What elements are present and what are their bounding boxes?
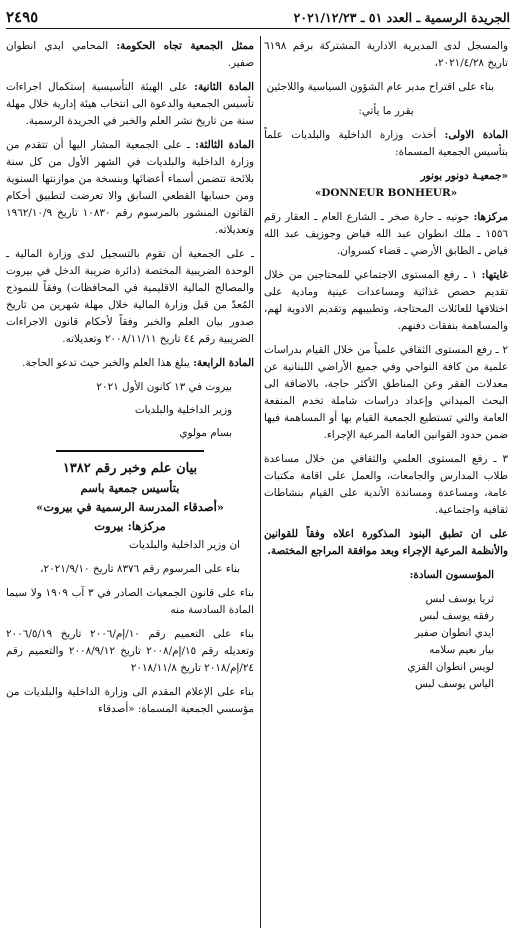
goals	[264, 267, 508, 335]
notice-declaration: بناء على الإعلام المقدم الى وزارة الداخلية والبلديات من مؤسسي الجمعية المسماة: «أصدقاء	[6, 686, 254, 715]
right-column	[264, 38, 508, 928]
founder-name: ثريا يوسف لبس	[425, 593, 494, 605]
headquarters-label: مركزها:	[473, 211, 508, 223]
goal-1: ١ ـ رفع المستوى الاجتماعي للمحتاجين من خلال تقديم حصص غذائية ومساعدات عينية ومادية على اختلافها للعائلات المحتاجة، وتطبيبهم وتقديم الادوية لهم، والمساهمة بنفقات دفنهم.	[264, 269, 508, 332]
article-1-text: أخذت وزارة الداخلية والبلديات علماً بتأسيس الجمعية المسماة:	[264, 129, 508, 158]
article-4-label: المادة الرابعة:	[193, 357, 254, 369]
left-column	[6, 38, 254, 928]
article-3-label: المادة الثالثة:	[195, 139, 254, 151]
goal-2: ٢ ـ رفع المستوى الثقافي علمياً من خلال القيام بدراسات علمية من كافة النواحي وفي جميع الأراضي اللبنانية عن معدلات الفقر وعن المناطق الأكثر حاجة، بالاضافة الى البحث الميداني وإعداد دراسات شاملة تخدم المنفعة العامة والتي تستطيع الجمعية القيام بها أو المساهمة فيها ضمن حدود القوانين العامة المرعية الإجراء.	[264, 344, 508, 441]
goal-3: ٣ ـ رفع المستوى العلمي والثقافي من خلال مساعدة طلاب المدارس والجامعات، والعمل على اقامة مكتبات عامة، ومساعدة ومساندة الأندية على القيام بنشاطات ثقافية واجتماعية.	[264, 453, 508, 516]
article-2-label: المادة الثانية:	[194, 81, 254, 93]
notice-circulars: بناء على التعميم رقم ١٠/إم/٢٠٠٦ تاريخ ٢٠٠٦/٥/١٩ وتعديله رقم ١٥/إم/٢٠٠٨ تاريخ ٢٠٠٨/٩/١٢ والتعميم رقم ٢٤/إم/٢٠١٨ تاريخ ٢٠١٨/١١/٨	[6, 628, 254, 674]
founder-name: رفقه يوسف لبس	[419, 610, 494, 622]
column-divider	[260, 36, 261, 928]
notice-minister-line: ان وزير الداخلية والبلديات	[129, 539, 240, 551]
date-line: بيروت في ١٣ كانون الأول ٢٠٢١	[96, 381, 232, 393]
founders-list	[264, 591, 508, 693]
article-4-text: يبلغ هذا العلم والخبر حيث تدعو الحاجة.	[22, 357, 190, 369]
proposal-text: بناء على اقتراح مدير عام الشؤون السياسية واللاجئين	[266, 81, 494, 93]
gov-rep-text: المحامي ايدي انطوان صفير.	[6, 40, 254, 69]
article-2	[6, 79, 254, 130]
article-1	[264, 127, 508, 161]
compliance-clause: على ان تطبق البنود المذكورة اعلاه وفقاً للقوانين والأنظمة المرعية الإجراء وبعد موافقة المراجع المختصة.	[264, 528, 508, 557]
government-representative	[6, 38, 254, 72]
notice-law: بناء على قانون الجمعيات الصادر في ٣ آب ١٩٠٩ ولا سيما المادة السادسة منه	[6, 587, 254, 616]
headquarters-text: جونيه ـ حارة صخر ـ الشارع العام ـ العقار رقم ١٥٥٦ ـ ملك انطوان عبد الله فياض وجوزيف عبد الله فياض ـ الطابق الأرضي ـ قضاء كسروان.	[264, 211, 508, 257]
page-header	[6, 6, 510, 29]
notice-title: بيان علم وخبر رقم ١٣٨٢	[62, 461, 198, 476]
association-name-en: «DONNEUR BONHEUR»	[314, 187, 458, 199]
article-2-text: على الهيئة التأسيسية إستكمال اجراءات تأسيس الجمعية والدعوة الى انتخاب هيئة إدارية خلال مهلة سنة من تاريخ نشر العلم والخبر في الجريدة الرسمية.	[6, 81, 254, 127]
founder-name: الياس يوسف لبس	[415, 678, 494, 690]
page-number: ٢٤٩٥	[6, 8, 39, 26]
minister-title: وزير الداخلية والبلديات	[134, 404, 232, 416]
registration-text: والمسجل لدى المديرية الادارية المشتركة برقم ٦١٩٨ تاريخ ٢٠٢١/٤/٢٨،	[264, 40, 508, 69]
headquarters	[264, 209, 508, 260]
section-separator	[56, 450, 205, 452]
article-1-label: المادة الاولى:	[444, 129, 508, 141]
gazette-title: الجريدة الرسمية ـ العدد ٥١ ـ ٢٠٢١/١٢/٢٣	[293, 9, 510, 25]
article-3-text: ـ على الجمعية المشار اليها أن تتقدم من وزارة الداخلية والبلديات في الشهر الأول من كل سنة بلائحة تتضمن أسماء أعضائها وبنسخة من موازنتها السنوية ومن حسابها القطعي السابق والا تعرضت لتطبيق أحكام القانون المنشور بالمرسوم رقم ١٠٨٣٠ تاريخ ١٩٦٢/١٠/٩ وتعديلاته.	[6, 139, 254, 236]
founder-name: لويس انطوان القزي	[407, 661, 494, 673]
association-name	[264, 168, 508, 202]
decision-line: يقرر ما يأتي:	[358, 105, 414, 117]
article-3	[6, 137, 254, 239]
notice-headquarters: مركزها: بيروت	[94, 519, 166, 533]
founder-name: ايدي انطوان صفير	[414, 627, 494, 639]
association-name-ar: «جمعيـة دونور بونور	[420, 170, 508, 182]
founder-name: بيار نعيم سلامه	[429, 644, 494, 656]
minister-name: بسام مولوي	[179, 427, 232, 439]
notice-decree: بناء على المرسوم رقم ٨٣٧٦ تاريخ ٢٠٢١/٩/١٠،	[40, 563, 240, 575]
founders-label: المؤسسون السادة:	[409, 569, 494, 581]
notice-association-name: «أصدقاء المدرسة الرسمية في بيروت»	[36, 500, 224, 514]
goals-label: غايتها:	[481, 269, 508, 281]
article-3-tax: ـ على الجمعية أن تقوم بالتسجيل لدى وزارة المالية ـ الوحدة الضريبية المختصة (دائرة ضريبة الدخل في بيروت والمصالح المالية الاقليمية في المحافظات) وفقاً للنموذج المُعدّ من قبل وزارة المالية خلال مهلة شهرين من تاريخ صدور بيان العلم والخبر وفقاً لأحكام قانون الاجراءات الضريبية رقم ٤٤ تاريخ ٢٠٠٨/١١/١١ وتعديلاته.	[6, 248, 254, 345]
notice-subtitle: بتأسيس جمعية باسم	[80, 481, 180, 495]
gov-rep-label: ممثل الجمعية تجاه الحكومة:	[116, 40, 254, 52]
article-4	[6, 355, 254, 372]
